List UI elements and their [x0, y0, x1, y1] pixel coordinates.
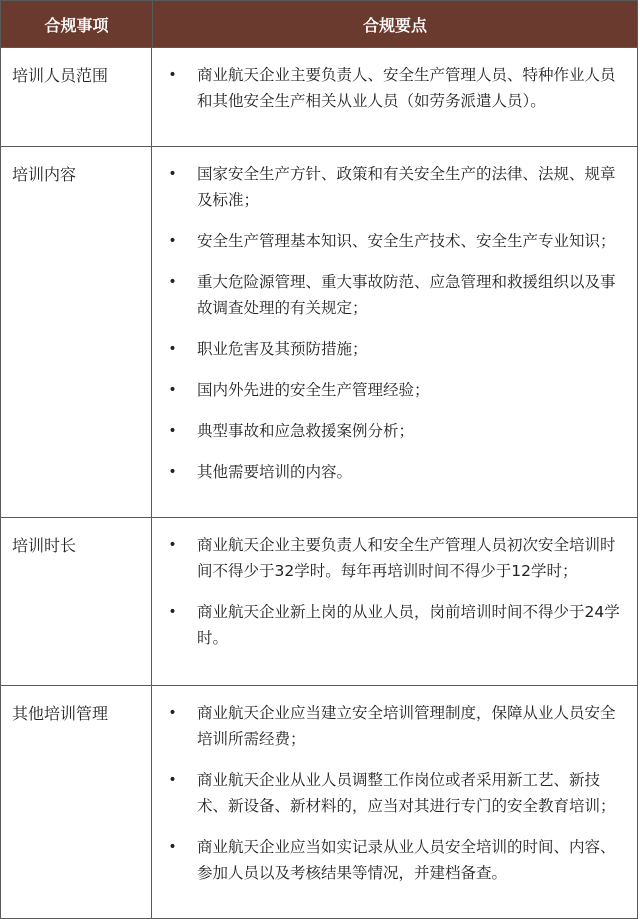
table-header: [1, 1, 637, 47]
list-item: [152, 599, 627, 651]
table-row: [1, 685, 637, 918]
list-item: [152, 418, 627, 444]
point-text: 职业危害及其预防措施；: [197, 340, 368, 358]
list-item: [152, 377, 627, 403]
point-text: 安全生产管理基本知识、安全生产技术、安全生产专业知识；: [197, 232, 616, 250]
bullet-icon: •: [168, 423, 177, 439]
point-text: 商业航天企业应当建立安全培训管理制度，保障从业人员安全培训所需经费；: [197, 704, 616, 748]
point-text: 商业航天企业主要负责人、安全生产管理人员、特种作业人员和其他安全生产相关从业人员（如劳务派遣人员）。: [197, 66, 616, 110]
point-text: 典型事故和应急救援案例分析；: [197, 422, 415, 440]
bullet-icon: •: [168, 341, 177, 357]
point-text: 国家安全生产方针、政策和有关安全生产的法律、法规、规章及标准；: [197, 165, 616, 209]
row-points: [152, 518, 637, 685]
list-item: [152, 767, 627, 819]
list-item: [152, 834, 627, 886]
row-item-label: 其他培训管理: [1, 686, 152, 918]
bullet-icon: •: [168, 233, 177, 249]
bullet-icon: •: [168, 772, 177, 788]
list-item: [152, 459, 627, 485]
point-text: 重大危险源管理、重大事故防范、应急管理和救援组织以及事故调查处理的有关规定；: [197, 273, 616, 317]
list-item: [152, 228, 627, 254]
row-points: [152, 686, 637, 918]
bullet-icon: •: [168, 274, 177, 290]
bullet-icon: •: [168, 464, 177, 480]
list-item: [152, 269, 627, 321]
table-row: [1, 47, 637, 146]
bullet-icon: •: [168, 67, 177, 83]
bullet-icon: •: [168, 537, 177, 553]
header-points: 合规要点: [362, 15, 427, 35]
list-item: [152, 62, 627, 114]
list-item: [152, 336, 627, 362]
row-item-label: 培训人员范围: [1, 48, 152, 146]
point-text: 商业航天企业从业人员调整工作岗位或者采用新工艺、新技术、新设备、新材料的，应当对其进行专门的安全教育培训；: [197, 771, 616, 815]
header-item: 合规事项: [1, 1, 153, 47]
point-text: 商业航天企业主要负责人和安全生产管理人员初次安全培训时间不得少于32学时。每年再培训时间不得少于12学时；: [197, 536, 616, 580]
row-item-label: 培训内容: [1, 147, 152, 517]
row-item-label: 培训时长: [1, 518, 152, 685]
list-item: [152, 161, 627, 213]
row-points: [152, 48, 637, 146]
point-text: 国内外先进的安全生产管理经验；: [197, 381, 430, 399]
point-text: 商业航天企业应当如实记录从业人员安全培训的时间、内容、参加人员以及考核结果等情况，并建档备查。: [197, 838, 616, 882]
table-row: [1, 517, 637, 685]
point-text: 商业航天企业新上岗的从业人员，岗前培训时间不得少于24学时。: [197, 603, 620, 647]
list-item: [152, 700, 627, 752]
table-row: [1, 146, 637, 517]
bullet-icon: •: [168, 382, 177, 398]
row-points: [152, 147, 637, 517]
bullet-icon: •: [168, 604, 177, 620]
bullet-icon: •: [168, 705, 177, 721]
point-text: 其他需要培训的内容。: [197, 463, 353, 481]
list-item: [152, 532, 627, 584]
bullet-icon: •: [168, 839, 177, 855]
bullet-icon: •: [168, 166, 177, 182]
